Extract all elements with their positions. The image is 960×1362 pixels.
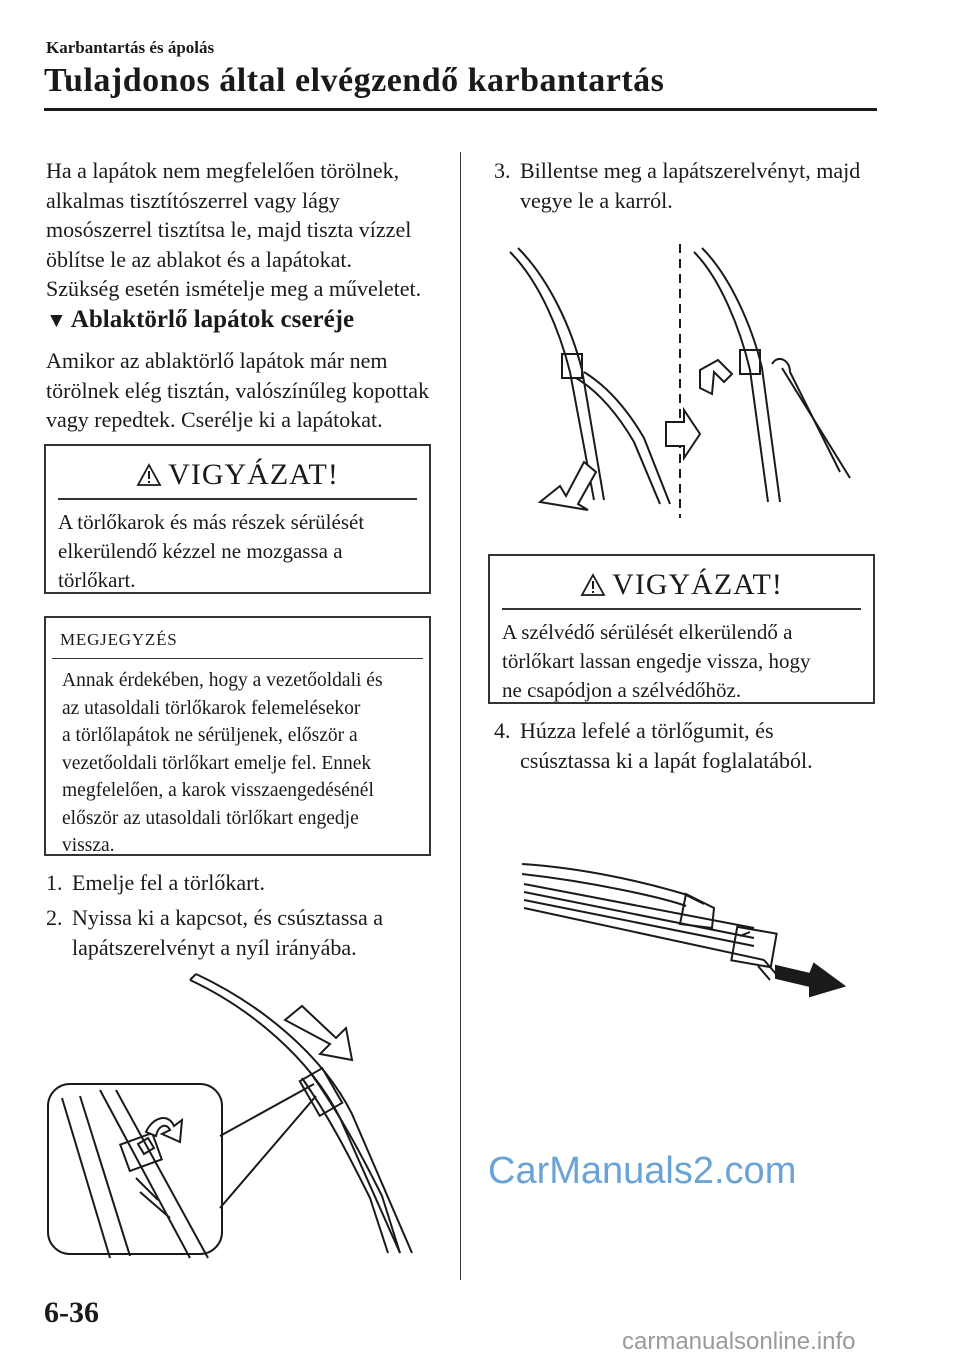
blade-removal-illustration (500, 242, 880, 522)
intro-line: mosószerrel tisztítsa le, majd tiszta vízzel (46, 217, 412, 242)
step-text-continued: csúsztassa ki a lapát foglalatából. (520, 747, 813, 773)
column-divider (460, 152, 461, 1280)
watermark: CarManuals2.com (488, 1150, 797, 1192)
intro-line: öblítse le az ablakot és a lapátokat. (46, 246, 353, 272)
step-text: Húzza lefelé a törlőgumit, és (520, 718, 774, 743)
clip-release-illustration (40, 968, 450, 1268)
caution-line: törlőkart lassan engedje vissza, hogy (502, 649, 811, 673)
caution-line: A törlőkarok és más részek sérülését (58, 510, 365, 534)
warning-icon (580, 573, 606, 597)
caution-body (502, 608, 861, 705)
subsection-paragraph (46, 346, 446, 435)
step-text-continued: vegye le a karról. (520, 187, 673, 213)
note-line: vezetőoldali törlőkart emelje fel. Ennek (62, 752, 372, 774)
subsection-line: Amikor az ablaktörlő lapátok már nem (46, 348, 388, 373)
step-number: 2. (46, 905, 63, 930)
title-rule (44, 108, 877, 111)
caution-line: törlőkart. (58, 568, 136, 592)
rubber-removal-illustration (514, 848, 854, 1008)
page-number: 6-36 (44, 1296, 99, 1329)
caution-line: elkerülendő kézzel ne mozgassa a (58, 539, 343, 563)
note-line: vissza. (62, 835, 115, 856)
subsection-line: vagy repedtek. Cserélje ki a lapátokat. (46, 407, 383, 432)
intro-paragraph (46, 156, 446, 304)
note-line: az utasoldali törlőkarok felemelésekor (62, 697, 361, 719)
step-3 (494, 156, 860, 215)
warning-icon (136, 463, 162, 487)
footer-watermark: carmanualsonline.info (622, 1328, 856, 1355)
caution-line: A szélvédő sérülését elkerülendő a (502, 620, 793, 644)
note-line: a törlőlapátok ne sérüljenek, először a (62, 725, 358, 746)
note-line: megfelelően, a karok visszaengedésénél (62, 780, 374, 801)
caution-header (46, 446, 429, 498)
intro-line: Szükség esetén ismételje meg a műveletet. (46, 276, 422, 301)
subsection-title: Ablaktörlő lapátok cseréje (70, 306, 355, 333)
caution-body (58, 498, 417, 595)
step-1 (46, 868, 265, 898)
intro-line: Ha a lapátok nem megfelelően törölnek, (46, 158, 400, 183)
step-text: Billentse meg a lapátszerelvényt, majd (520, 158, 861, 183)
note-title: MEGJEGYZÉS (60, 630, 178, 649)
step-number: 3. (494, 158, 511, 183)
step-text: Emelje fel a törlőkart. (72, 870, 266, 895)
caution-title: VIGYÁZAT! (612, 568, 783, 601)
caution-box (488, 554, 875, 704)
note-line: először az utasoldali törlőkart engedje (62, 807, 359, 829)
caution-header (490, 556, 873, 608)
subsection-line: törölnek elég tisztán, valószínűleg kopottak (46, 377, 430, 403)
step-2 (46, 903, 383, 962)
caution-line: ne csapódjon a szélvédőhöz. (502, 678, 742, 702)
caution-box (44, 444, 431, 594)
note-line: Annak érdekében, hogy a vezetőoldali és (62, 670, 383, 691)
section-label: Karbantartás és ápolás (46, 38, 215, 57)
step-text: Nyissa ki a kapcsot, és csúsztassa a (72, 905, 383, 930)
step-number: 4. (494, 718, 511, 743)
page-title: Tulajdonos által elvégzendő karbantartás (44, 62, 665, 99)
triangle-marker-icon: ▼ (46, 308, 67, 332)
intro-line: alkalmas tisztítószerrel vagy lágy (46, 187, 340, 213)
step-number: 1. (46, 870, 63, 895)
step-4 (494, 716, 813, 775)
note-box (44, 616, 431, 856)
step-text-continued: lapátszerelvényt a nyíl irányába. (72, 934, 357, 960)
subsection-heading (46, 306, 354, 334)
note-body (52, 658, 423, 860)
caution-title: VIGYÁZAT! (168, 458, 339, 491)
